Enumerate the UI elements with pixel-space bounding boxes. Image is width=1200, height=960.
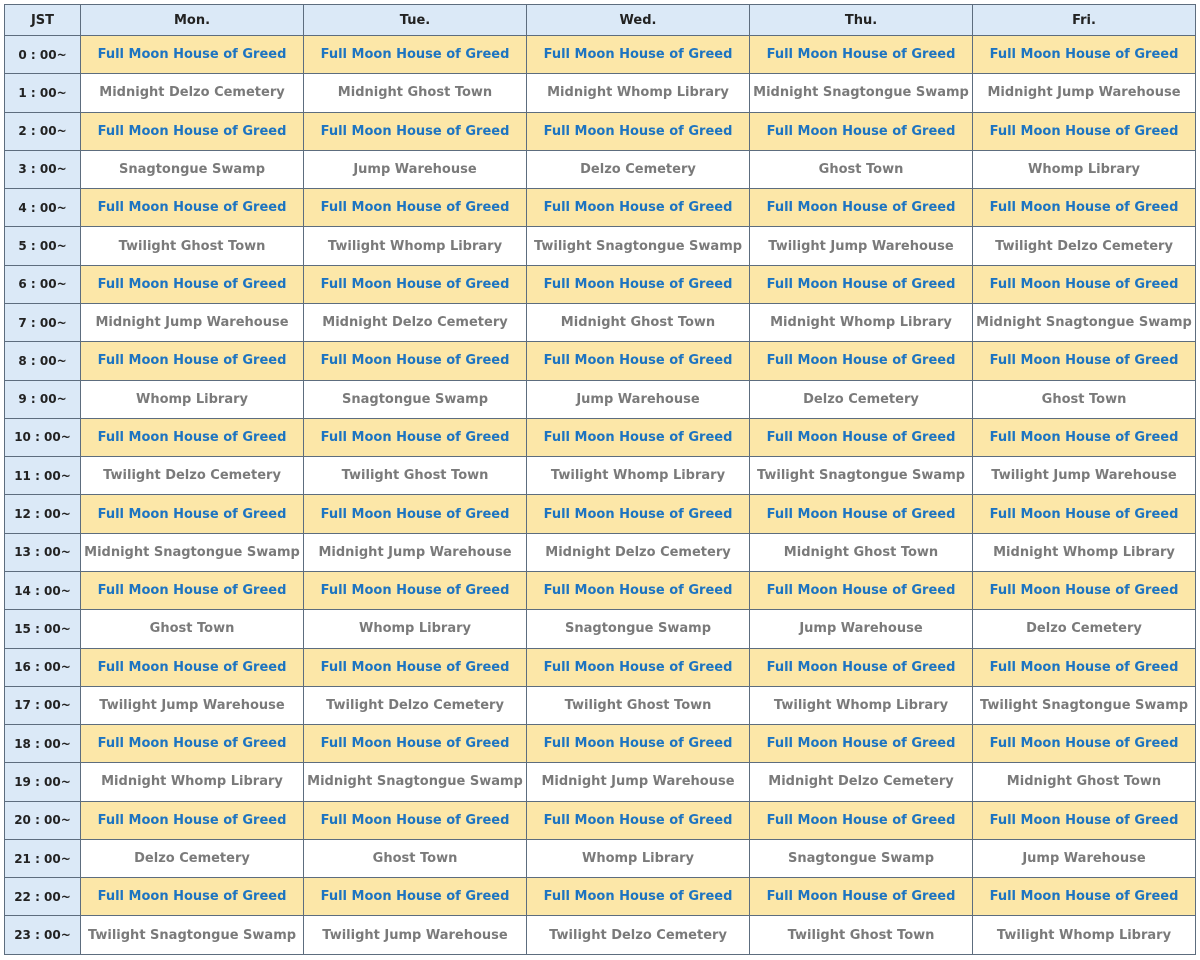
schedule-cell: Full Moon House of Greed <box>527 112 750 150</box>
schedule-cell: Midnight Delzo Cemetery <box>750 763 973 801</box>
table-row <box>5 571 1196 609</box>
schedule-cell: Twilight Jump Warehouse <box>304 916 527 955</box>
time-slot: 14 : 00~ <box>5 571 81 609</box>
time-slot: 3 : 00~ <box>5 150 81 188</box>
table-row <box>5 150 1196 188</box>
schedule-cell: Full Moon House of Greed <box>304 648 527 686</box>
schedule-cell: Full Moon House of Greed <box>973 112 1196 150</box>
schedule-cell: Midnight Jump Warehouse <box>973 74 1196 112</box>
schedule-cell: Full Moon House of Greed <box>527 571 750 609</box>
schedule-cell: Full Moon House of Greed <box>81 265 304 303</box>
schedule-cell: Full Moon House of Greed <box>973 725 1196 763</box>
schedule-cell: Snagtongue Swamp <box>304 380 527 418</box>
header-day: Wed. <box>527 5 750 36</box>
schedule-cell: Full Moon House of Greed <box>527 189 750 227</box>
table-row <box>5 303 1196 341</box>
schedule-cell: Ghost Town <box>973 380 1196 418</box>
table-row <box>5 112 1196 150</box>
time-slot: 6 : 00~ <box>5 265 81 303</box>
time-slot: 15 : 00~ <box>5 610 81 648</box>
schedule-cell: Full Moon House of Greed <box>973 189 1196 227</box>
schedule-cell: Twilight Ghost Town <box>750 916 973 955</box>
schedule-cell: Full Moon House of Greed <box>750 725 973 763</box>
schedule-cell: Full Moon House of Greed <box>973 648 1196 686</box>
schedule-cell: Full Moon House of Greed <box>81 36 304 74</box>
schedule-cell: Full Moon House of Greed <box>81 342 304 380</box>
schedule-cell: Twilight Snagtongue Swamp <box>973 686 1196 724</box>
schedule-cell: Full Moon House of Greed <box>304 418 527 456</box>
schedule-cell: Twilight Delzo Cemetery <box>973 227 1196 265</box>
schedule-cell: Snagtongue Swamp <box>81 150 304 188</box>
schedule-cell: Full Moon House of Greed <box>81 725 304 763</box>
table-row <box>5 533 1196 571</box>
schedule-cell: Midnight Whomp Library <box>973 533 1196 571</box>
schedule-cell: Midnight Delzo Cemetery <box>304 303 527 341</box>
schedule-cell: Full Moon House of Greed <box>304 112 527 150</box>
schedule-cell: Ghost Town <box>750 150 973 188</box>
time-slot: 17 : 00~ <box>5 686 81 724</box>
schedule-cell: Full Moon House of Greed <box>750 189 973 227</box>
schedule-cell: Whomp Library <box>527 839 750 877</box>
schedule-cell: Full Moon House of Greed <box>973 801 1196 839</box>
schedule-cell: Ghost Town <box>81 610 304 648</box>
schedule-cell: Full Moon House of Greed <box>304 265 527 303</box>
schedule-cell: Full Moon House of Greed <box>304 189 527 227</box>
time-slot: 16 : 00~ <box>5 648 81 686</box>
schedule-cell: Midnight Delzo Cemetery <box>527 533 750 571</box>
schedule-cell: Midnight Jump Warehouse <box>304 533 527 571</box>
schedule-cell: Full Moon House of Greed <box>973 571 1196 609</box>
schedule-cell: Snagtongue Swamp <box>750 839 973 877</box>
schedule-cell: Jump Warehouse <box>527 380 750 418</box>
time-slot: 21 : 00~ <box>5 839 81 877</box>
time-slot: 22 : 00~ <box>5 878 81 916</box>
header-day: Mon. <box>81 5 304 36</box>
schedule-container <box>4 4 1195 955</box>
schedule-cell: Full Moon House of Greed <box>750 878 973 916</box>
schedule-cell: Midnight Ghost Town <box>304 74 527 112</box>
schedule-cell: Jump Warehouse <box>973 839 1196 877</box>
table-row <box>5 610 1196 648</box>
schedule-cell: Full Moon House of Greed <box>304 801 527 839</box>
time-slot: 1 : 00~ <box>5 74 81 112</box>
header-row <box>5 5 1196 36</box>
schedule-cell: Jump Warehouse <box>304 150 527 188</box>
schedule-cell: Twilight Jump Warehouse <box>750 227 973 265</box>
schedule-cell: Full Moon House of Greed <box>750 342 973 380</box>
schedule-cell: Full Moon House of Greed <box>527 36 750 74</box>
schedule-cell: Twilight Whomp Library <box>750 686 973 724</box>
schedule-cell: Full Moon House of Greed <box>81 418 304 456</box>
schedule-cell: Full Moon House of Greed <box>304 495 527 533</box>
schedule-cell: Jump Warehouse <box>750 610 973 648</box>
schedule-cell: Full Moon House of Greed <box>750 648 973 686</box>
schedule-cell: Full Moon House of Greed <box>304 725 527 763</box>
schedule-cell: Full Moon House of Greed <box>750 265 973 303</box>
schedule-cell: Midnight Delzo Cemetery <box>81 74 304 112</box>
schedule-cell: Full Moon House of Greed <box>750 418 973 456</box>
table-row <box>5 495 1196 533</box>
time-slot: 0 : 00~ <box>5 36 81 74</box>
schedule-body <box>5 36 1196 955</box>
schedule-cell: Whomp Library <box>304 610 527 648</box>
time-slot: 9 : 00~ <box>5 380 81 418</box>
table-row <box>5 878 1196 916</box>
schedule-cell: Twilight Whomp Library <box>527 457 750 495</box>
table-row <box>5 457 1196 495</box>
schedule-cell: Full Moon House of Greed <box>973 418 1196 456</box>
table-row <box>5 763 1196 801</box>
schedule-cell: Full Moon House of Greed <box>81 648 304 686</box>
schedule-cell: Full Moon House of Greed <box>973 342 1196 380</box>
table-row <box>5 801 1196 839</box>
schedule-cell: Twilight Ghost Town <box>304 457 527 495</box>
schedule-cell: Full Moon House of Greed <box>81 878 304 916</box>
schedule-cell: Full Moon House of Greed <box>527 495 750 533</box>
table-row <box>5 74 1196 112</box>
schedule-cell: Midnight Whomp Library <box>81 763 304 801</box>
schedule-cell: Twilight Whomp Library <box>304 227 527 265</box>
schedule-table <box>4 4 1196 955</box>
header-time: JST <box>5 5 81 36</box>
schedule-cell: Twilight Whomp Library <box>973 916 1196 955</box>
schedule-cell: Ghost Town <box>304 839 527 877</box>
table-row <box>5 342 1196 380</box>
schedule-cell: Full Moon House of Greed <box>527 801 750 839</box>
schedule-cell: Full Moon House of Greed <box>304 36 527 74</box>
schedule-cell: Full Moon House of Greed <box>81 801 304 839</box>
schedule-cell: Full Moon House of Greed <box>81 112 304 150</box>
schedule-cell: Twilight Jump Warehouse <box>973 457 1196 495</box>
schedule-cell: Midnight Whomp Library <box>527 74 750 112</box>
schedule-cell: Delzo Cemetery <box>81 839 304 877</box>
table-row <box>5 839 1196 877</box>
schedule-cell: Delzo Cemetery <box>750 380 973 418</box>
time-slot: 7 : 00~ <box>5 303 81 341</box>
schedule-cell: Full Moon House of Greed <box>973 265 1196 303</box>
schedule-cell: Midnight Ghost Town <box>527 303 750 341</box>
time-slot: 12 : 00~ <box>5 495 81 533</box>
time-slot: 4 : 00~ <box>5 189 81 227</box>
schedule-cell: Full Moon House of Greed <box>973 878 1196 916</box>
schedule-cell: Full Moon House of Greed <box>750 112 973 150</box>
schedule-cell: Full Moon House of Greed <box>527 878 750 916</box>
schedule-cell: Midnight Ghost Town <box>750 533 973 571</box>
table-row <box>5 227 1196 265</box>
schedule-cell: Full Moon House of Greed <box>527 418 750 456</box>
schedule-cell: Twilight Delzo Cemetery <box>527 916 750 955</box>
time-slot: 2 : 00~ <box>5 112 81 150</box>
schedule-cell: Full Moon House of Greed <box>304 571 527 609</box>
schedule-cell: Full Moon House of Greed <box>527 265 750 303</box>
schedule-cell: Twilight Ghost Town <box>81 227 304 265</box>
table-row <box>5 916 1196 955</box>
schedule-cell: Full Moon House of Greed <box>973 495 1196 533</box>
schedule-cell: Twilight Delzo Cemetery <box>304 686 527 724</box>
time-slot: 23 : 00~ <box>5 916 81 955</box>
time-slot: 20 : 00~ <box>5 801 81 839</box>
schedule-cell: Twilight Snagtongue Swamp <box>750 457 973 495</box>
time-slot: 8 : 00~ <box>5 342 81 380</box>
schedule-cell: Midnight Ghost Town <box>973 763 1196 801</box>
schedule-cell: Midnight Snagtongue Swamp <box>973 303 1196 341</box>
table-row <box>5 648 1196 686</box>
table-row <box>5 686 1196 724</box>
schedule-cell: Full Moon House of Greed <box>750 801 973 839</box>
schedule-cell: Midnight Snagtongue Swamp <box>81 533 304 571</box>
schedule-header <box>5 5 1196 36</box>
time-slot: 10 : 00~ <box>5 418 81 456</box>
header-day: Tue. <box>304 5 527 36</box>
schedule-cell: Twilight Snagtongue Swamp <box>527 227 750 265</box>
schedule-cell: Full Moon House of Greed <box>973 36 1196 74</box>
schedule-cell: Full Moon House of Greed <box>81 495 304 533</box>
schedule-cell: Full Moon House of Greed <box>304 878 527 916</box>
time-slot: 11 : 00~ <box>5 457 81 495</box>
schedule-cell: Midnight Snagtongue Swamp <box>750 74 973 112</box>
schedule-cell: Midnight Jump Warehouse <box>527 763 750 801</box>
table-row <box>5 418 1196 456</box>
schedule-cell: Twilight Ghost Town <box>527 686 750 724</box>
time-slot: 5 : 00~ <box>5 227 81 265</box>
schedule-cell: Full Moon House of Greed <box>527 342 750 380</box>
schedule-cell: Midnight Snagtongue Swamp <box>304 763 527 801</box>
schedule-cell: Full Moon House of Greed <box>750 36 973 74</box>
schedule-cell: Twilight Delzo Cemetery <box>81 457 304 495</box>
time-slot: 18 : 00~ <box>5 725 81 763</box>
schedule-cell: Delzo Cemetery <box>973 610 1196 648</box>
schedule-cell: Midnight Whomp Library <box>750 303 973 341</box>
schedule-cell: Twilight Snagtongue Swamp <box>81 916 304 955</box>
schedule-cell: Whomp Library <box>81 380 304 418</box>
table-row <box>5 36 1196 74</box>
schedule-cell: Full Moon House of Greed <box>81 189 304 227</box>
schedule-cell: Full Moon House of Greed <box>304 342 527 380</box>
schedule-cell: Delzo Cemetery <box>527 150 750 188</box>
time-slot: 19 : 00~ <box>5 763 81 801</box>
table-row <box>5 265 1196 303</box>
schedule-cell: Full Moon House of Greed <box>527 648 750 686</box>
schedule-cell: Full Moon House of Greed <box>527 725 750 763</box>
table-row <box>5 725 1196 763</box>
header-day: Fri. <box>973 5 1196 36</box>
schedule-cell: Full Moon House of Greed <box>750 571 973 609</box>
schedule-cell: Whomp Library <box>973 150 1196 188</box>
table-row <box>5 189 1196 227</box>
schedule-cell: Midnight Jump Warehouse <box>81 303 304 341</box>
time-slot: 13 : 00~ <box>5 533 81 571</box>
table-row <box>5 380 1196 418</box>
header-day: Thu. <box>750 5 973 36</box>
schedule-cell: Full Moon House of Greed <box>750 495 973 533</box>
schedule-cell: Twilight Jump Warehouse <box>81 686 304 724</box>
schedule-cell: Full Moon House of Greed <box>81 571 304 609</box>
schedule-cell: Snagtongue Swamp <box>527 610 750 648</box>
